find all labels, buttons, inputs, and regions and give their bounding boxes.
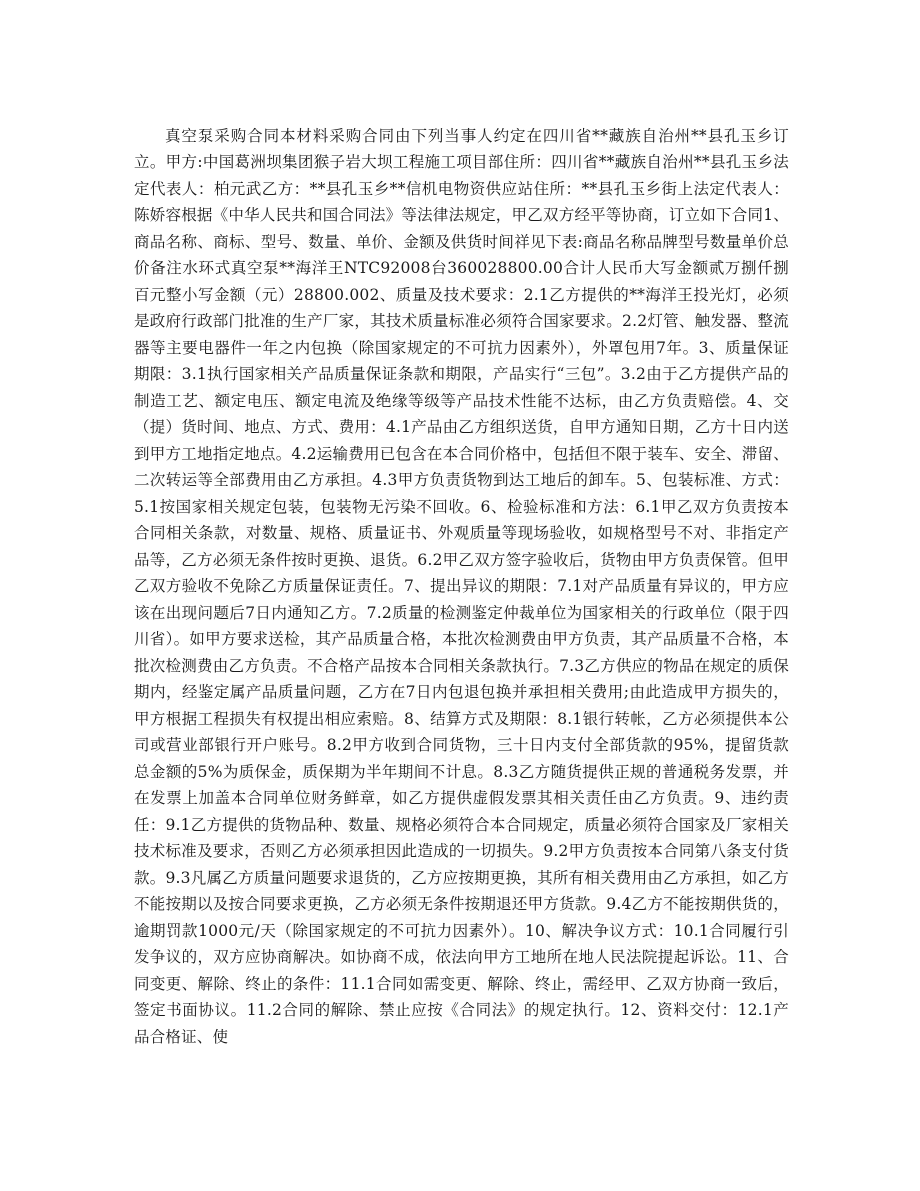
contract-body-text: 真空泵采购合同本材料采购合同由下列当事人约定在四川省**藏族自治州**县孔玉乡订立。甲方:中国葛洲坝集团猴子岩大坝工程施工项目部住所：四川省**藏族自治州**县孔玉乡法定代表人：柏元武乙方：**县孔玉乡**信机电物资供应站住所：**县孔玉乡街上法定代表人：陈娇容根据《中华人民共和国合同法》等法律法规定，甲乙双方经平等协商，订立如下合同1、商品名称、商标、型号、数量、单价、金额及供货时间祥见下表:商品名称品牌型号数量单价总价备注水环式真空泵**海洋王NTC92008台360028800.00合计人民币大写金额贰万捌仟捌百元整小写金额（元）28800.002、质量及技术要求：2.1乙方提供的**海洋王投光灯，必须是政府行政部门批准的生产厂家，其技术质量标准必须符合国家要求。2.2灯管、触发器、整流器等主要电器件一年之内包换（除国家规定的不可抗力因素外），外罩包用7年。3、质量保证期限：3.1执行国家相关产品质量保证条款和期限，产品实行“三包”。3.2由于乙方提供产品的制造工艺、额定电压、额定电流及绝缘等级等产品技术性能不达标，由乙方负责赔偿。4、交（提）货时间、地点、方式、费用：4.1产品由乙方组织送货，自甲方通知日期，乙方十日内送到甲方工地指定地点。4.2运输费用已包含在本合同价格中，包括但不限于装车、安全、滞留、二次转运等全部费用由乙方承担。4.3甲方负责货物到达工地后的卸车。5、包装标准、方式：5.1按国家相关规定包装，包装物无污染不回收。6、检验标准和方法：6.1甲乙双方负责按本合同相关条款，对数量、规格、质量证书、外观质量等现场验收，如规格型号不对、非指定产品等，乙方必须无条件按时更换、退货。6.2甲乙双方签字验收后，货物由甲方负责保管。但甲乙双方验收不免除乙方质量保证责任。7、提出异议的期限：7.1对产品质量有异议的，甲方应该在出现问题后7日内通知乙方。7.2质量的检测鉴定仲裁单位为国家相关的行政单位（限于四川省）。如甲方要求送检，其产品质量合格，本批次检测费由甲方负责，其产品质量不合格，本批次检测费由乙方负责。不合格产品按本合同相关条款执行。7.3乙方供应的物品在规定的质保期内，经鉴定属产品质量问题，乙方在7日内包退包换并承担相关费用;由此造成甲方损失的，甲方根据工程损失有权提出相应索赔。8、结算方式及期限：8.1银行转帐，乙方必须提供本公司或营业部银行开户账号。8.2甲方收到合同货物，三十日内支付全部货款的95%，提留货款总金额的5%为质保金，质保期为半年期间不计息。8.3乙方随货提供正规的普通税务发票，并在发票上加盖本合同单位财务鲜章，如乙方提供虚假发票其相关责任由乙方负责。9、违约责任：9.1乙方提供的货物品种、数量、规格必须符合本合同规定，质量必须符合国家及厂家相关技术标准及要求，否则乙方必须承担因此造成的一切损失。9.2甲方负责按本合同第八条支付货款。9.3凡属乙方质量问题要求退货的，乙方应按期更换，其所有相关费用由乙方承担，如乙方不能按期以及按合同要求更换，乙方必须无条件按期退还甲方货款。9.4乙方不能按期供货的，逾期罚款1000元/天（除国家规定的不可抗力因素外）。10、解决争议方式：10.1合同履行引发争议的，双方应协商解决。如协商不成，依法向甲方工地所在地人民法院提起诉讼。11、合同变更、解除、终止的条件：11.1合同如需变更、解除、终止，需经甲、乙双方协商一致后，签定书面协议。11.2合同的解除、禁止应按《合同法》的规定执行。12、资料交付：12.1产品合格证、使 xyxy=(134,126,789,1046)
